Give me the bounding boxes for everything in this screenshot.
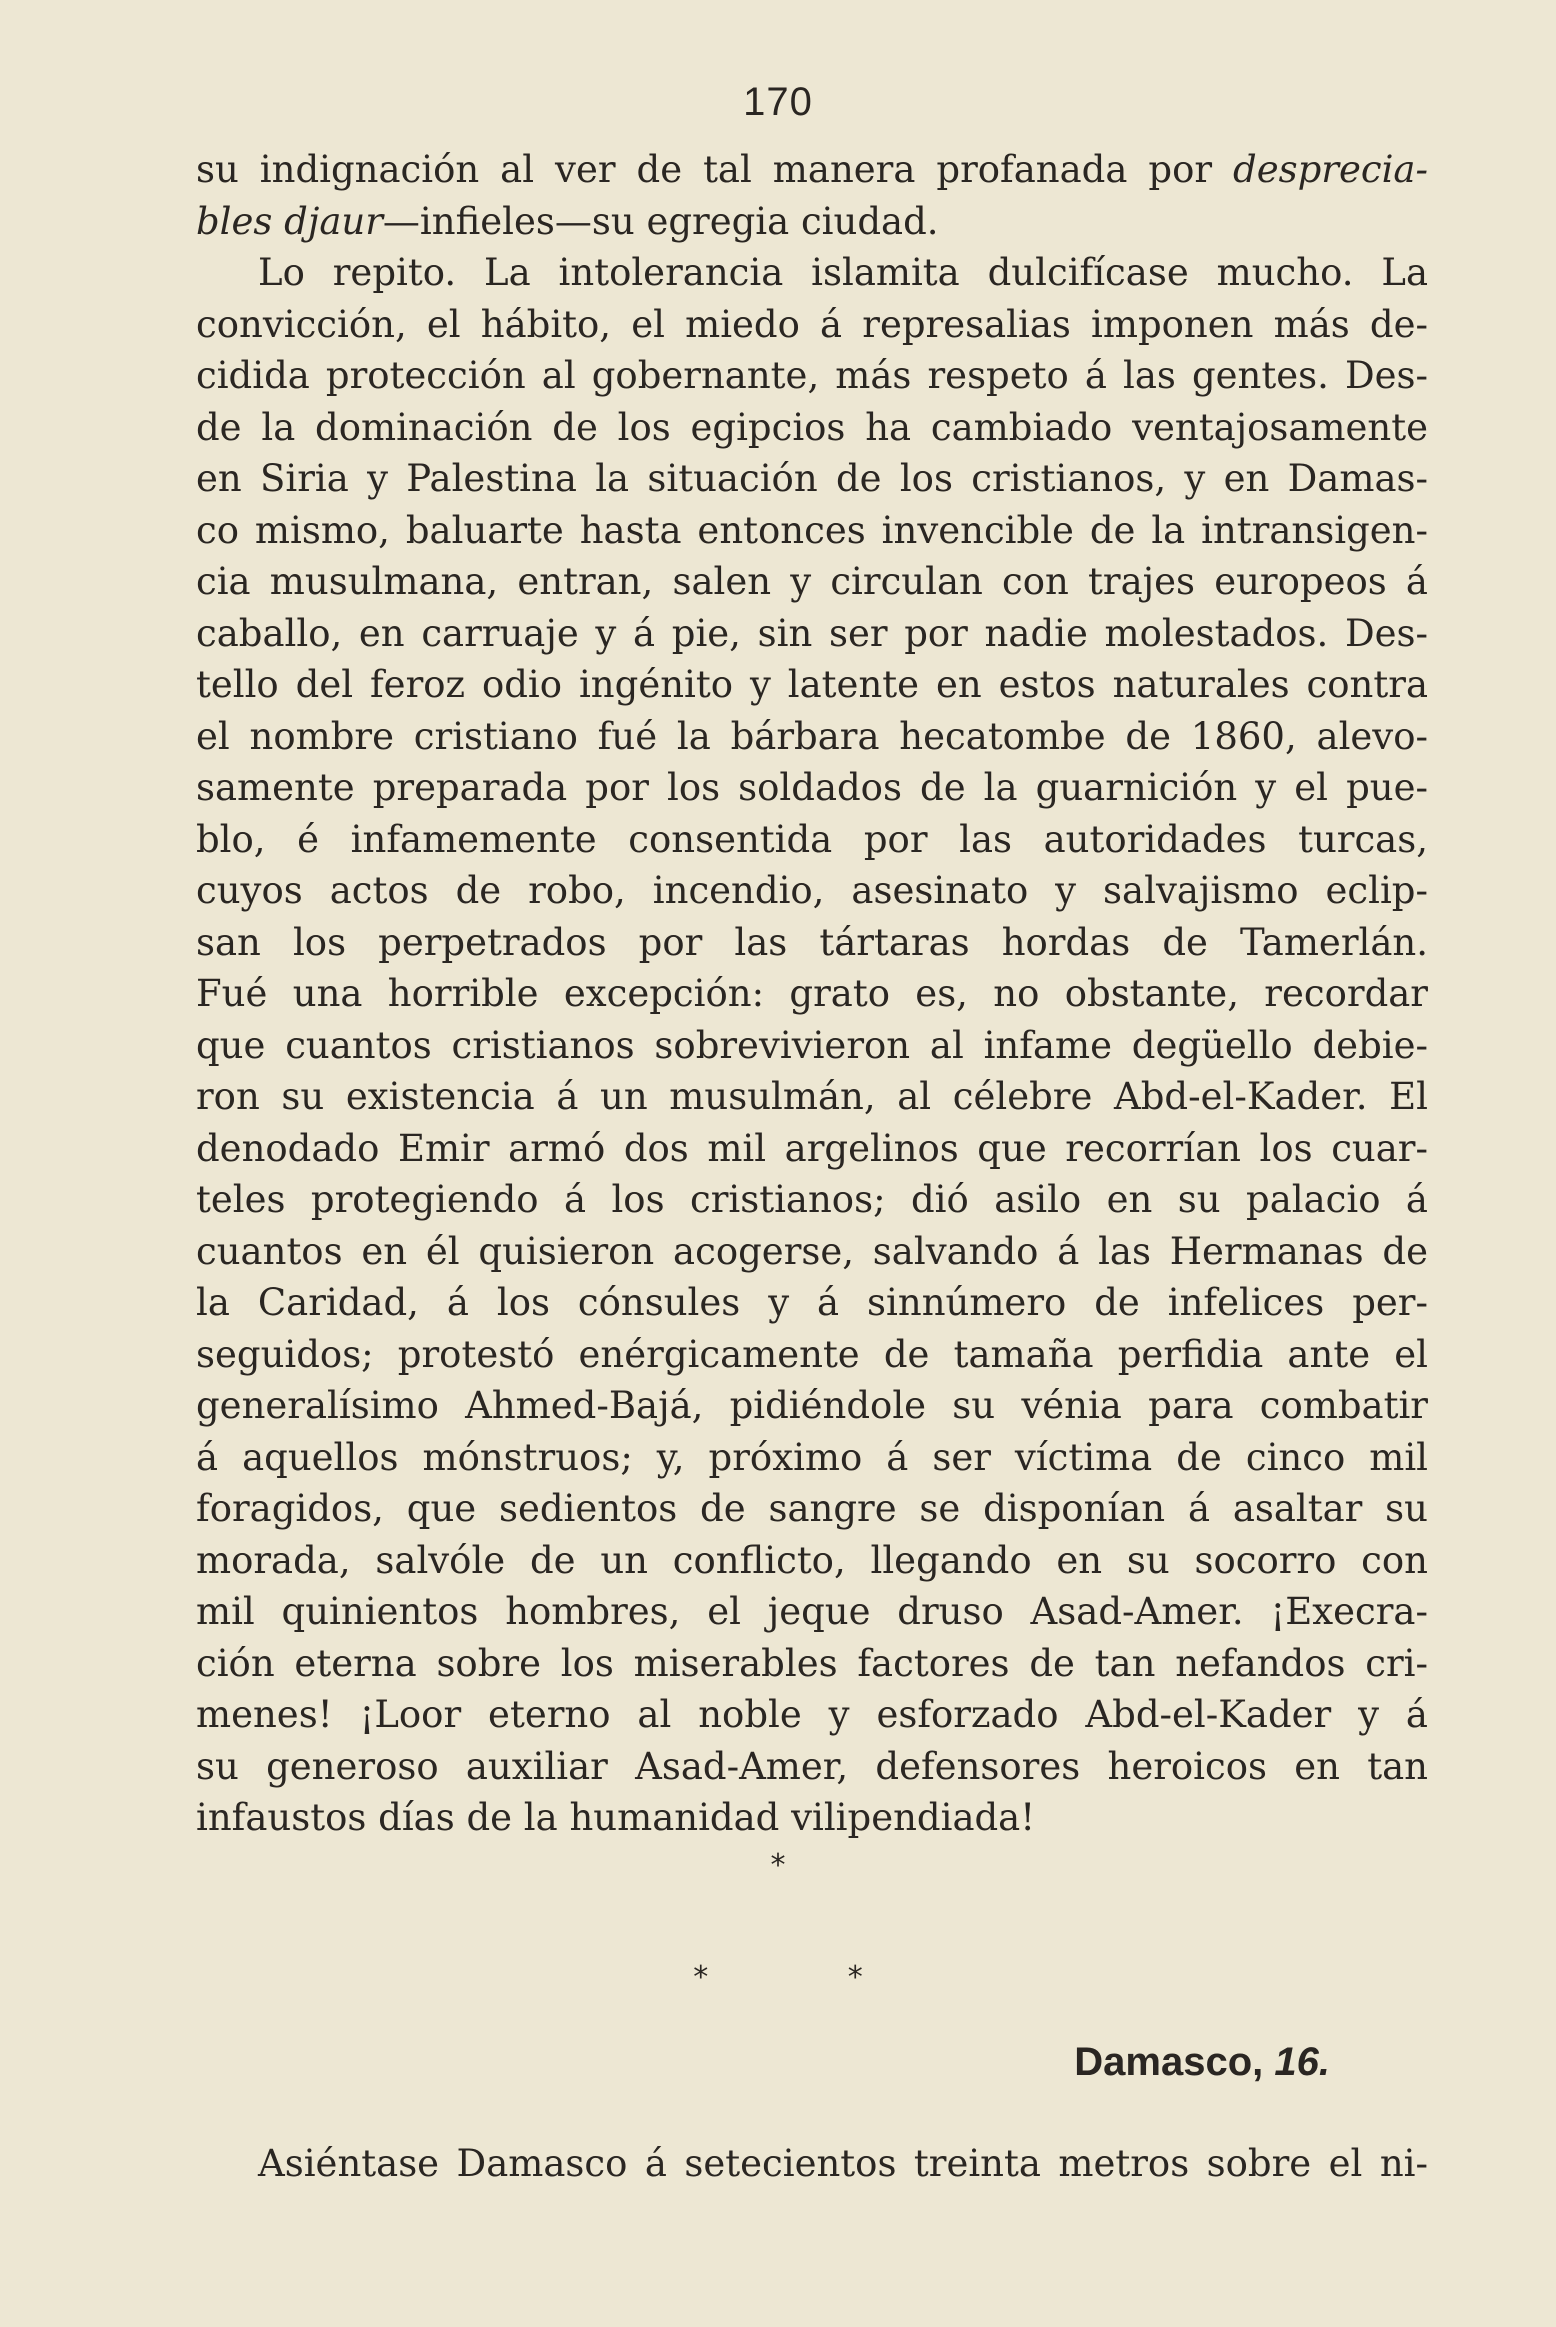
text-line: que cuantos cristianos sobrevivieron al infame degüello debie- — [196, 1023, 1428, 1067]
text-line: san los perpetrados por las tártaras hordas de Tamerlán. — [196, 920, 1428, 964]
text-line: de la dominación de los egipcios ha cambiado ventajosamente — [196, 405, 1428, 449]
next-paragraph — [196, 2138, 1428, 2190]
dateline-place: Damasco, — [1074, 2040, 1264, 2084]
text-line: Asiéntase Damasco á setecientos treinta metros sobre el ni- — [258, 2142, 1428, 2185]
asterism-top: * — [770, 1848, 786, 1883]
text-line: denodado Emir armó dos mil argelinos que recorrían los cuar- — [196, 1126, 1428, 1170]
text-line: samente preparada por los soldados de la guarnición y el pue- — [196, 766, 1428, 809]
text-line: blo, é infamemente consentida por las autoridades turcas, — [196, 817, 1428, 861]
page-number: 170 — [743, 80, 813, 124]
text-line: convicción, el hábito, el miedo á represalias imponen más de- — [196, 302, 1428, 346]
section-dateline — [1074, 2040, 1330, 2085]
text-line: foragidos, que sedientos de sangre se disponían á asaltar su — [196, 1487, 1428, 1530]
text-line: Lo repito. La intolerancia islamita dulcifícase mucho. La — [258, 251, 1428, 294]
text-line: su indignación al ver de tal manera profanada por despreciа- — [196, 148, 1428, 191]
text-line: ron su existencia á un musulmán, al célebre Abd-el-Kader. El — [196, 1075, 1428, 1118]
text-line: el nombre cristiano fué la bárbara hecatombe de 1860, alevo- — [196, 714, 1428, 758]
text-line: su generoso auxiliar Asad-Amer, defensores heroicos en tan — [196, 1744, 1428, 1788]
text-line: en Siria y Palestina la situación de los cristianos, y en Damas- — [196, 457, 1428, 500]
asterism-bottom: * * — [693, 1960, 863, 1995]
text-line: co mismo, baluarte hasta entonces invencible de la intransigen- — [196, 508, 1428, 552]
text-line: caballo, en carruaje y á pie, sin ser por nadie molestados. Des- — [196, 611, 1428, 655]
text-line: teles protegiendo á los cristianos; dió asilo en su palacio á — [196, 1178, 1428, 1221]
text-line: cuyos actos de robo, incendio, asesinato y salvajismo eclip- — [196, 869, 1428, 912]
text-line: cidida protección al gobernante, más respeto á las gentes. Des- — [196, 354, 1428, 397]
text-line: generalísimo Ahmed-Bajá, pidiéndole su vénia para combatir — [196, 1384, 1428, 1427]
text-line: la Caridad, á los cónsules y á sinnúmero de infelices per- — [196, 1281, 1428, 1324]
text-line: menes! ¡Loor eterno al noble y esforzado Abd-el-Kader y á — [196, 1693, 1428, 1736]
text-line: morada, salvóle de un conflicto, llegando en su socorro con — [196, 1538, 1428, 1582]
text-line: cuantos en él quisieron acogerse, salvando á las Hermanas de — [196, 1229, 1428, 1273]
text-line: mil quinientos hombres, el jeque druso Asad-Amer. ¡Execra- — [196, 1590, 1428, 1633]
text-line: infaustos días de la humanidad vilipendiada! — [196, 1796, 1036, 1839]
text-line: á aquellos mónstruos; y, próximo á ser víctima de cinco mil — [196, 1435, 1428, 1479]
text-line: ción eterna sobre los miserables factores de tan nefandos cri- — [196, 1641, 1428, 1685]
text-line: tello del feroz odio ingénito y latente en estos naturales contra — [196, 663, 1428, 706]
text-line: seguidos; protestó enérgicamente de tamaña perfidia ante el — [196, 1332, 1428, 1376]
text-line: cia musulmana, entran, salen y circulan con trajes europeos á — [196, 560, 1428, 603]
text-line: bles djaur—infieles—su egregia ciudad. — [196, 199, 939, 243]
main-paragraph — [196, 144, 1428, 1844]
text-line: Fué una horrible excepción: grato es, no obstante, recordar — [196, 972, 1428, 1015]
dateline-day: 16. — [1274, 2040, 1330, 2084]
